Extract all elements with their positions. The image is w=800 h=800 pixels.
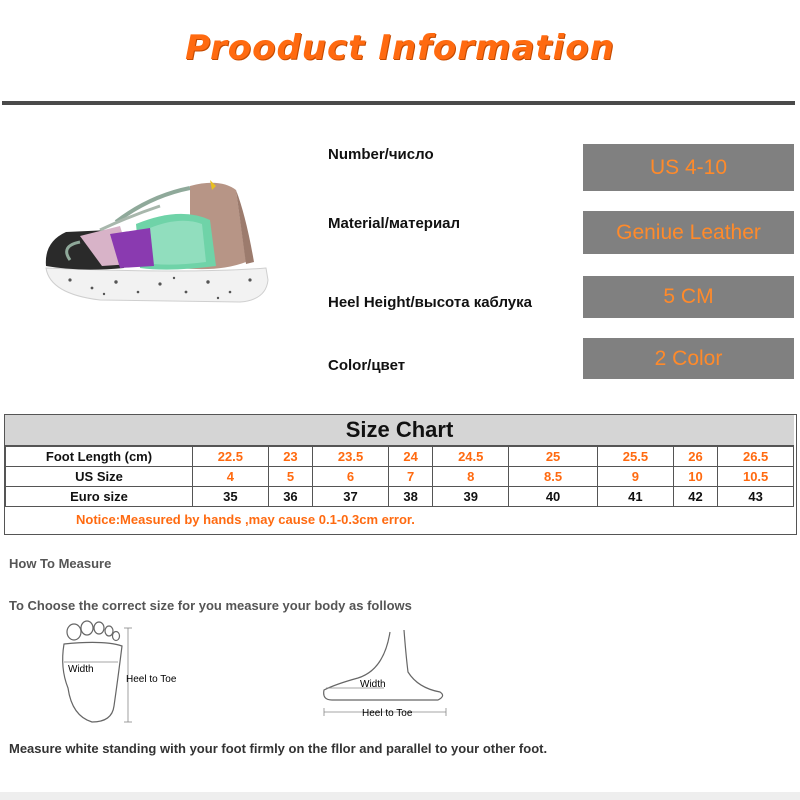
spec-value-number: US 4-10 xyxy=(583,144,794,191)
table-cell: 40 xyxy=(509,487,598,507)
spec-value-material: Geniue Leather xyxy=(583,211,794,254)
table-cell: 42 xyxy=(673,487,718,507)
table-cell: 25.5 xyxy=(598,447,674,467)
row-header: Foot Length (cm) xyxy=(6,447,193,467)
width-label: Width xyxy=(360,679,386,690)
bottom-strip xyxy=(0,792,800,800)
table-cell: 7 xyxy=(388,467,433,487)
page-title: Prooduct Information xyxy=(185,28,615,68)
table-cell: 4 xyxy=(193,467,269,487)
sneaker-image xyxy=(40,176,272,316)
row-header: Euro size xyxy=(6,487,193,507)
foot-length-row xyxy=(6,447,794,467)
table-cell: 8.5 xyxy=(509,467,598,487)
table-cell: 5 xyxy=(268,467,313,487)
heel-to-toe-label: Heel to Toe xyxy=(126,674,177,685)
table-cell: 9 xyxy=(598,467,674,487)
table-cell: 6 xyxy=(313,467,389,487)
euro-size-row xyxy=(6,487,794,507)
table-cell: 36 xyxy=(268,487,313,507)
spec-label-color: Color/цвет xyxy=(328,357,406,374)
table-cell: 23.5 xyxy=(313,447,389,467)
table-cell: 35 xyxy=(193,487,269,507)
table-cell: 39 xyxy=(433,487,509,507)
header-divider xyxy=(2,101,795,105)
table-cell: 25 xyxy=(509,447,598,467)
size-chart-table xyxy=(5,446,794,507)
spec-label-number: Number/число xyxy=(328,146,434,163)
table-cell: 22.5 xyxy=(193,447,269,467)
heel-to-toe-label: Heel to Toe xyxy=(362,708,413,719)
measure-instruction: To Choose the correct size for you measure your body as follows xyxy=(9,598,412,613)
spec-value-color: 2 Color xyxy=(583,338,794,379)
table-cell: 26 xyxy=(673,447,718,467)
foot-side-view-diagram xyxy=(318,626,458,722)
table-cell: 10 xyxy=(673,467,718,487)
us-size-row xyxy=(6,467,794,487)
table-cell: 37 xyxy=(313,487,389,507)
table-cell: 24 xyxy=(388,447,433,467)
table-cell: 26.5 xyxy=(718,447,794,467)
table-cell: 10.5 xyxy=(718,467,794,487)
table-cell: 41 xyxy=(598,487,674,507)
size-chart-title: Size Chart xyxy=(5,415,794,446)
row-header: US Size xyxy=(6,467,193,487)
table-cell: 43 xyxy=(718,487,794,507)
spec-label-material: Material/материал xyxy=(328,215,461,232)
foot-top-view-diagram xyxy=(54,618,204,730)
measure-footnote: Measure white standing with your foot firmly on the fllor and parallel to your other foot. xyxy=(9,741,548,756)
table-cell: 38 xyxy=(388,487,433,507)
width-label: Width xyxy=(68,664,94,675)
table-cell: 24.5 xyxy=(433,447,509,467)
measure-heading: How To Measure xyxy=(9,556,112,571)
table-cell: 8 xyxy=(433,467,509,487)
spec-value-heel-height: 5 CM xyxy=(583,276,794,318)
size-chart-notice: Notice:Measured by hands ,may cause 0.1-0.3cm error. xyxy=(76,512,415,527)
spec-label-heel-height: Heel Height/высота каблука xyxy=(328,294,532,311)
table-cell: 23 xyxy=(268,447,313,467)
